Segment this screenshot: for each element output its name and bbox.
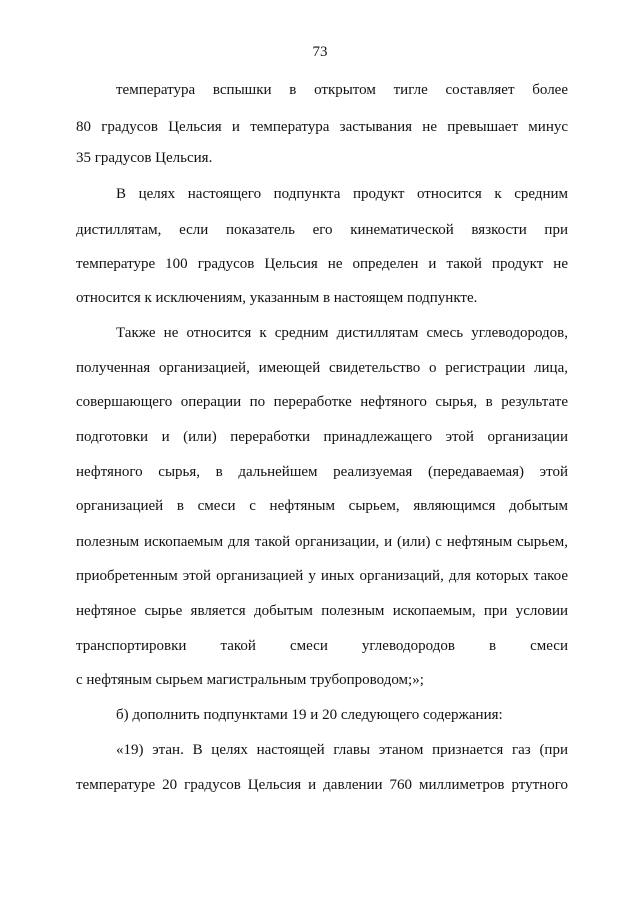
text-line: полученная организацией, имеющей свидетельство о регистрации лица, (76, 360, 568, 376)
page-number: 73 (312, 44, 328, 60)
text-line: б) дополнить подпунктами 19 и 20 следующего содержания: (116, 707, 503, 723)
text-line: температуре 100 градусов Цельсия не определен и такой продукт не (76, 256, 568, 272)
text-line: транспортировки такой смеси углеводородов в смеси (76, 638, 568, 654)
text-line: Также не относится к средним дистиллятам смесь углеводородов, (116, 325, 568, 341)
text-line: температуре 20 градусов Цельсия и давлении 760 миллиметров ртутного (76, 777, 568, 793)
text-line: нефтяного сырья, в дальнейшем реализуемая (передаваемая) этой (76, 464, 568, 480)
text-line: полезным ископаемым для такой организации, и (или) с нефтяным сырьем, (76, 534, 568, 550)
text-line: 80 градусов Цельсия и температура застывания не превышает минус (76, 119, 568, 135)
text-line: нефтяное сырье является добытым полезным ископаемым, при условии (76, 603, 568, 619)
text-line: «19) этан. В целях настоящей главы этаном признается газ (при (116, 742, 568, 758)
text-line: относится к исключениям, указанным в настоящем подпункте. (76, 290, 478, 306)
text-line: приобретенным этой организацией у иных организаций, для которых такое (76, 568, 568, 584)
text-line: дистиллятам, если показатель его кинематической вязкости при (76, 222, 568, 238)
text-line: В целях настоящего подпункта продукт относится к средним (116, 186, 568, 202)
text-line: совершающего операции по переработке нефтяного сырья, в результате (76, 394, 568, 410)
text-line: подготовки и (или) переработки принадлежащего этой организации (76, 429, 568, 445)
text-line: 35 градусов Цельсия. (76, 150, 213, 166)
text-line: температура вспышки в открытом тигле составляет более (116, 82, 568, 98)
text-line: организацией в смеси с нефтяным сырьем, являющимся добытым (76, 498, 568, 514)
text-line: с нефтяным сырьем магистральным трубопроводом;»; (76, 672, 424, 688)
